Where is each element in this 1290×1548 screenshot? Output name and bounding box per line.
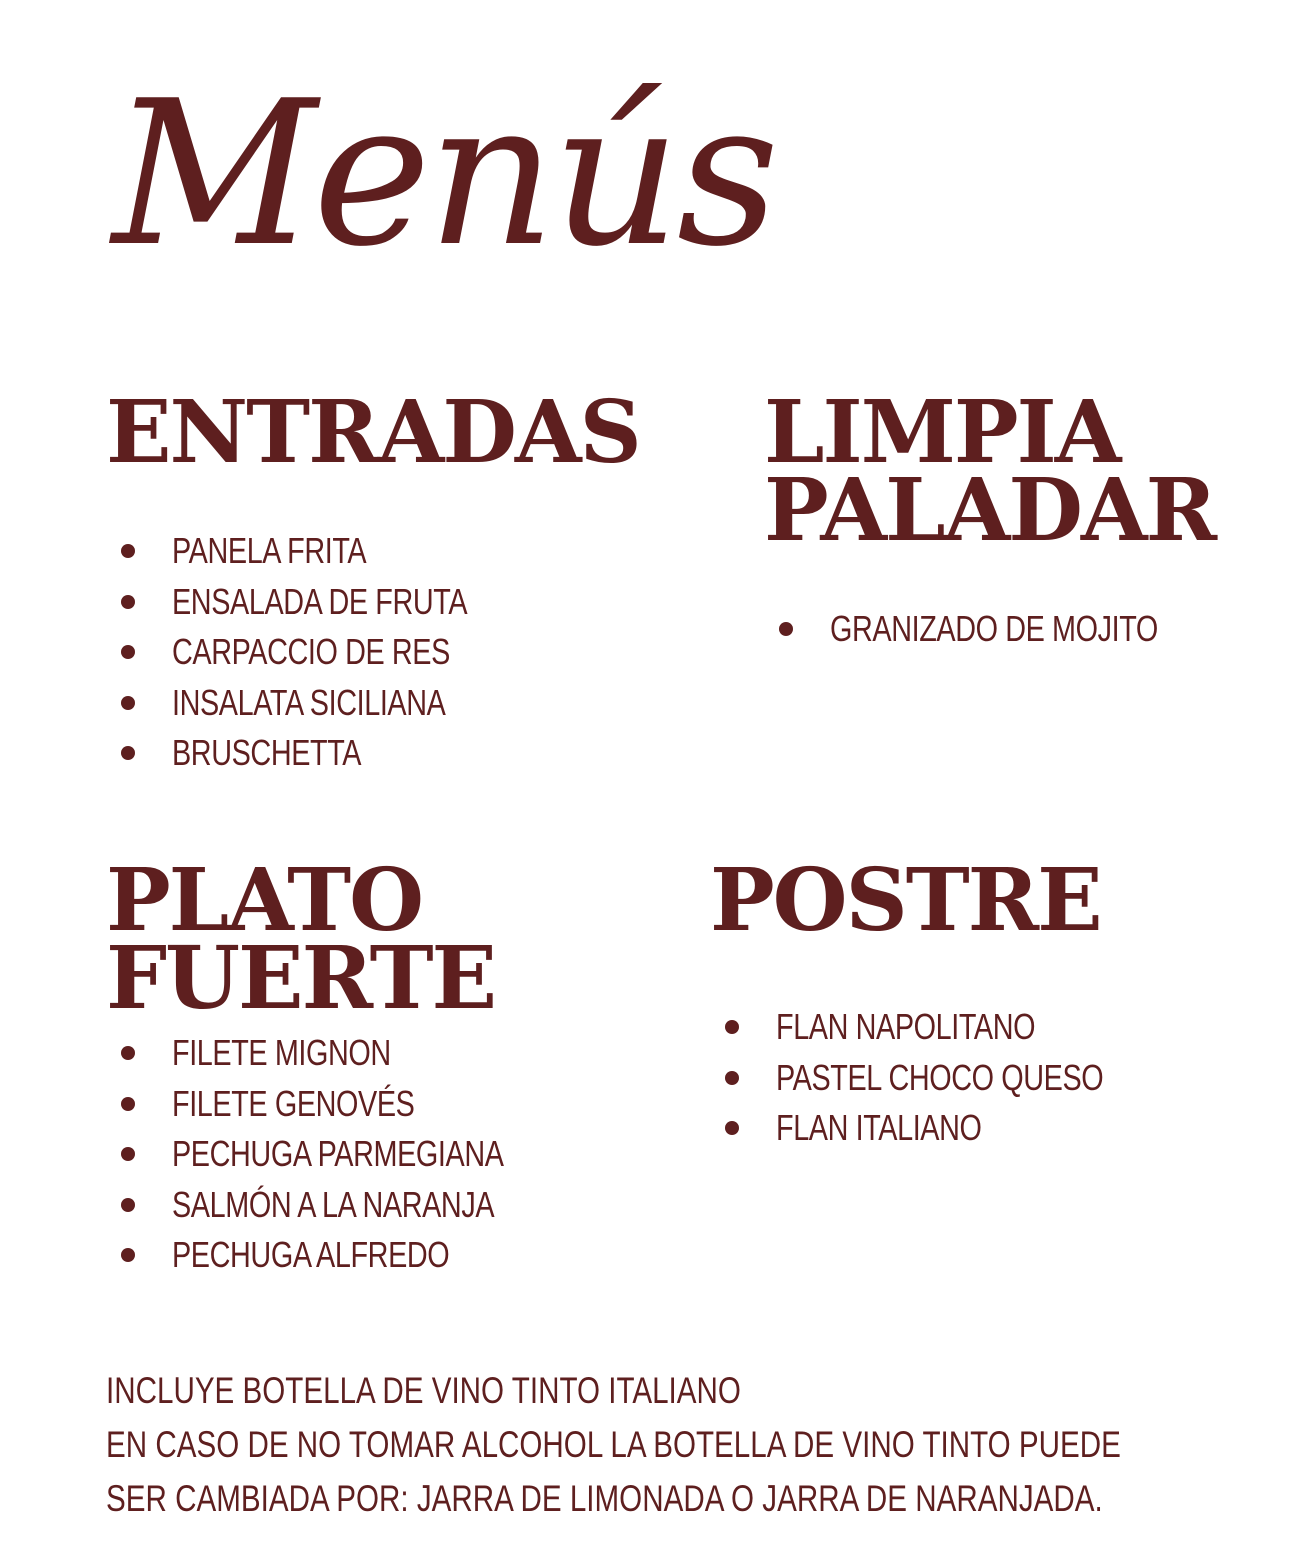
plato-fuerte-list [106, 1028, 706, 1281]
section-postre [710, 850, 1230, 1154]
bullet-icon [725, 1020, 739, 1034]
limpia-paladar-list [764, 604, 1264, 655]
section-limpia-paladar [764, 382, 1264, 655]
section-heading-entradas: ENTRADAS [106, 382, 640, 483]
list-item: GRANIZADO DE MOJITO [764, 604, 1264, 655]
postre-list [710, 1002, 1230, 1154]
section-plato-fuerte [106, 850, 706, 1281]
bullet-icon [121, 544, 135, 558]
footer-line: INCLUYE BOTELLA DE VINO TINTO ITALIANO [106, 1370, 741, 1411]
list-item: SALMÓN A LA NARANJA [106, 1180, 706, 1231]
section-heading-plato-fuerte: PLATO FUERTE [106, 850, 496, 1029]
list-item: PECHUGA ALFREDO [106, 1230, 706, 1281]
bullet-icon [121, 746, 135, 760]
list-item: BRUSCHETTA [106, 728, 706, 779]
section-heading-limpia-paladar: LIMPIA PALADAR [764, 382, 1216, 561]
list-item: CARPACCIO DE RES [106, 627, 706, 678]
bullet-icon [121, 696, 135, 710]
bullet-icon [725, 1071, 739, 1085]
list-item: PANELA FRITA [106, 526, 706, 577]
list-item: FILETE MIGNON [106, 1028, 706, 1079]
bullet-icon [121, 1097, 135, 1111]
bullet-icon [121, 1147, 135, 1161]
list-item: INSALATA SICILIANA [106, 678, 706, 729]
list-item: FLAN ITALIANO [710, 1103, 1230, 1154]
list-item: FILETE GENOVÉS [106, 1079, 706, 1130]
entradas-list [106, 526, 706, 779]
footer-line: SER CAMBIADA POR: JARRA DE LIMONADA O JARRA DE NARANJADA. [106, 1478, 1103, 1519]
bullet-icon [121, 1046, 135, 1060]
list-item: FLAN NAPOLITANO [710, 1002, 1230, 1053]
section-entradas [106, 382, 706, 779]
list-item: PASTEL CHOCO QUESO [710, 1053, 1230, 1104]
footer-note [106, 1364, 1246, 1526]
bullet-icon [725, 1121, 739, 1135]
bullet-icon [121, 595, 135, 609]
bullet-icon [121, 1198, 135, 1212]
page-title: Menús [112, 58, 776, 291]
bullet-icon [779, 622, 793, 636]
section-heading-postre: POSTRE [710, 850, 1101, 951]
bullet-icon [121, 1248, 135, 1262]
list-item: ENSALADA DE FRUTA [106, 577, 706, 628]
bullet-icon [121, 645, 135, 659]
list-item: PECHUGA PARMEGIANA [106, 1129, 706, 1180]
footer-line: EN CASO DE NO TOMAR ALCOHOL LA BOTELLA DE VINO TINTO PUEDE [106, 1424, 1121, 1465]
